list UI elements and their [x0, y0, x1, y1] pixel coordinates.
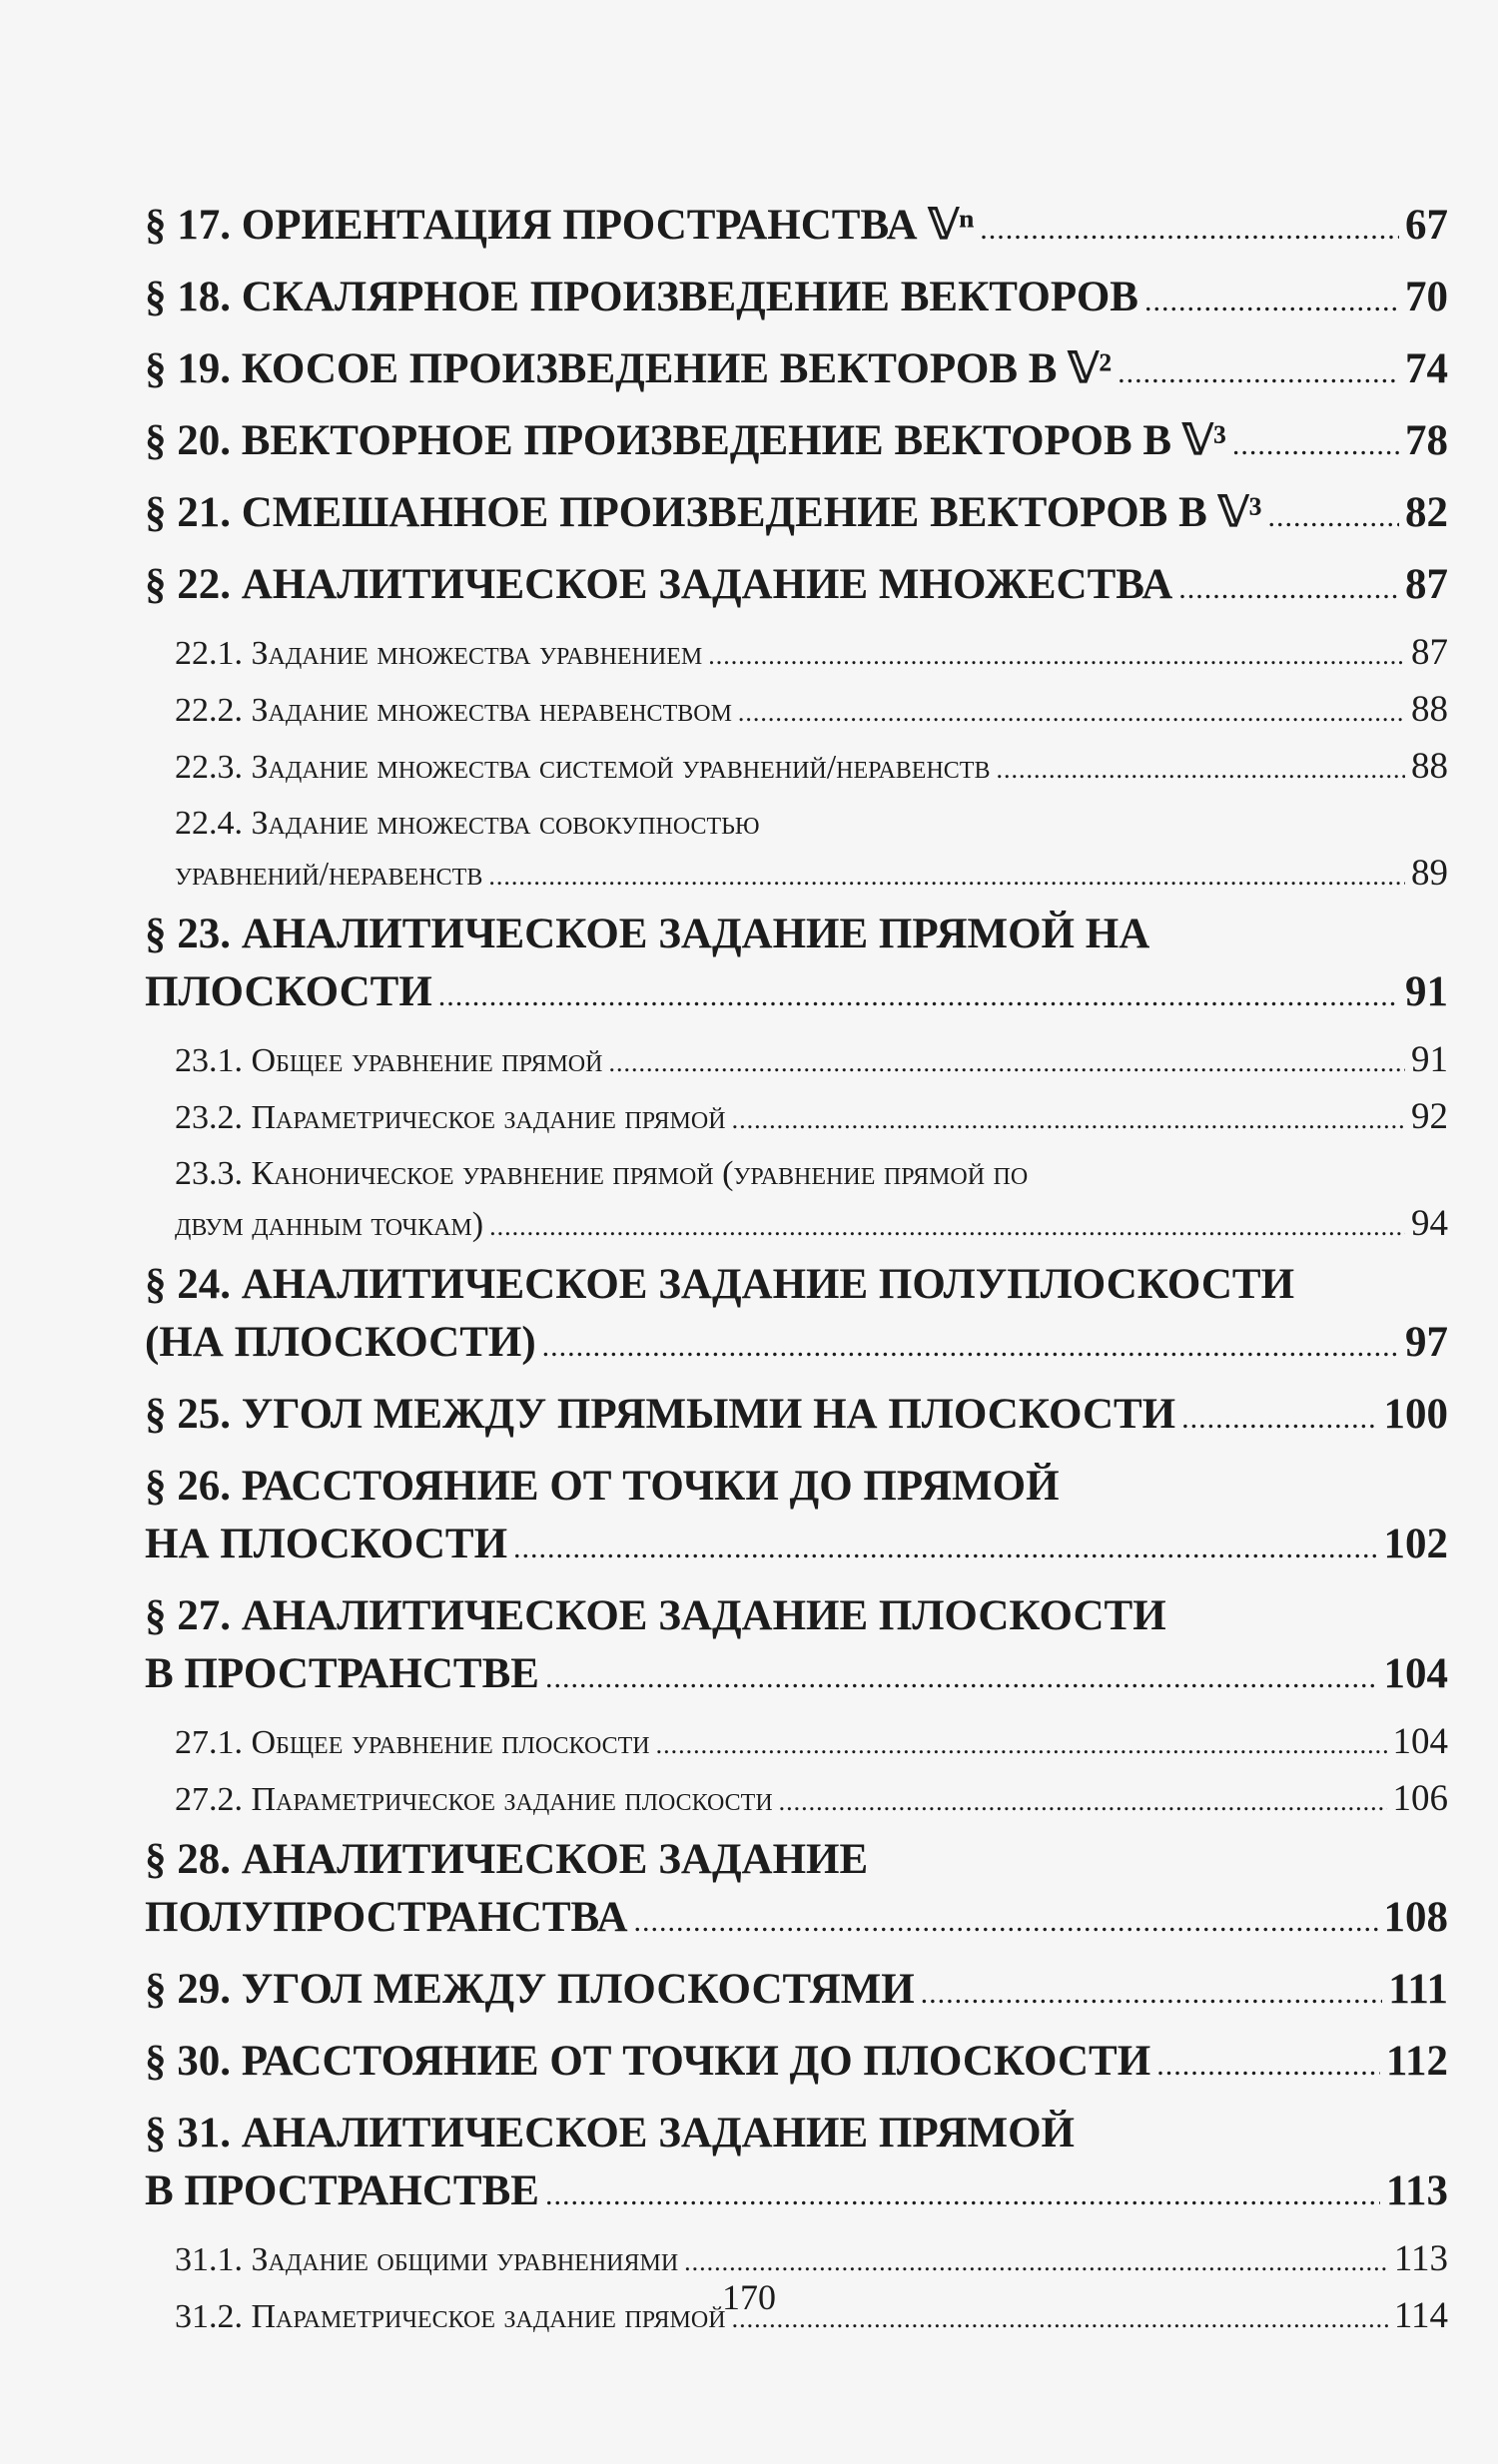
- toc-page-number: 70: [1405, 274, 1448, 320]
- toc-section-entry: [145, 1961, 1448, 2023]
- toc-entry-title: В ПРОСТРАНСТВЕ: [145, 1650, 539, 1697]
- toc-subsection-entry: [145, 742, 1448, 795]
- toc-page-number: 100: [1383, 1391, 1448, 1438]
- toc-subsection-entry: [145, 1149, 1448, 1252]
- toc-entry-title-line: § 23. АНАЛИТИЧЕСКОЕ ЗАДАНИЕ ПРЯМОЙ НА: [145, 911, 1150, 957]
- toc-subsection-entry: [145, 628, 1448, 681]
- toc-entry-title-line: 22.4. Задание множества совокупностью: [175, 805, 760, 842]
- dot-leader: [608, 1038, 1405, 1088]
- dot-leader: [738, 688, 1405, 738]
- toc-section-entry: [145, 1831, 1448, 1951]
- toc-entry-title-line: § 24. АНАЛИТИЧЕСКОЕ ЗАДАНИЕ ПОЛУПЛОСКОСТИ: [145, 1261, 1295, 1308]
- dot-leader: [488, 852, 1405, 902]
- toc-entry-title: ПЛОСКОСТИ: [145, 968, 432, 1015]
- toc-page-number: 104: [1383, 1650, 1448, 1697]
- toc-entry-title: § 20. ВЕКТОРНОЕ ПРОИЗВЕДЕНИЕ ВЕКТОРОВ В 𝕍³: [145, 417, 1226, 464]
- toc-entry-title: § 25. УГОЛ МЕЖДУ ПРЯМЫМИ НА ПЛОСКОСТИ: [145, 1391, 1176, 1438]
- toc-entry-title: уравнений/неравенств: [175, 856, 483, 893]
- toc-page-number: 88: [1411, 689, 1448, 730]
- toc-entry-title: ПОЛУПРОСТРАНСТВА: [145, 1894, 628, 1941]
- toc-entry-title: 23.2. Параметрическое задание прямой: [175, 1099, 726, 1136]
- toc-entry-title: 22.1. Задание множества уравнением: [175, 635, 703, 672]
- toc-section-entry: [145, 1386, 1448, 1448]
- toc-subsection-entry: [145, 1774, 1448, 1827]
- toc-subsection-entry: [145, 1717, 1448, 1770]
- dot-leader: [732, 1095, 1405, 1145]
- dot-leader: [656, 1720, 1387, 1770]
- toc-page-number: 91: [1405, 968, 1448, 1015]
- toc-entry-title: § 22. АНАЛИТИЧЕСКОЕ ЗАДАНИЕ МНОЖЕСТВА: [145, 561, 1173, 608]
- toc-entry-title: 22.3. Задание множества системой уравнений/неравенств: [175, 749, 991, 786]
- toc-section-entry: [145, 197, 1448, 259]
- toc-page-number: 87: [1405, 561, 1448, 608]
- page-number: 170: [722, 2277, 776, 2317]
- toc-page-number: 94: [1411, 1203, 1448, 1244]
- dot-leader: [708, 631, 1405, 681]
- toc-entry-title-line: § 27. АНАЛИТИЧЕСКОЕ ЗАДАНИЕ ПЛОСКОСТИ: [145, 1592, 1166, 1639]
- toc-entry-title: 22.2. Задание множества неравенством: [175, 692, 732, 729]
- table-of-contents: [145, 197, 1448, 2348]
- toc-entry-title-line: § 31. АНАЛИТИЧЕСКОЕ ЗАДАНИЕ ПРЯМОЙ: [145, 2110, 1076, 2156]
- toc-page-number: 111: [1388, 1966, 1448, 2013]
- toc-section-entry: [145, 1458, 1448, 1577]
- toc-page-number: 102: [1383, 1521, 1448, 1567]
- toc-subsection-entry: [145, 685, 1448, 738]
- toc-subsection-entry: [145, 799, 1448, 902]
- toc-page-number: 89: [1411, 853, 1448, 894]
- dot-leader: [545, 2166, 1380, 2224]
- toc-entry-title: 31.1. Задание общими уравнениями: [175, 2241, 679, 2278]
- toc-section-entry: [145, 1587, 1448, 1707]
- toc-section-entry: [145, 556, 1448, 618]
- dot-leader: [1144, 273, 1399, 330]
- dot-leader: [438, 967, 1399, 1025]
- toc-entry-title: 27.1. Общее уравнение плоскости: [175, 1724, 650, 1761]
- toc-page-number: 113: [1385, 2167, 1448, 2214]
- toc-page-number: 67: [1405, 202, 1448, 249]
- toc-page-number: 108: [1383, 1894, 1448, 1941]
- dot-leader: [996, 745, 1405, 795]
- dot-leader: [489, 1202, 1405, 1252]
- toc-entry-title-line: 23.3. Каноническое уравнение прямой (уравнение прямой по: [175, 1155, 1029, 1192]
- dot-leader: [545, 1649, 1378, 1707]
- dot-leader: [1178, 560, 1399, 618]
- toc-subsection-entry: [145, 1035, 1448, 1088]
- toc-subsection-entry: [145, 1092, 1448, 1145]
- toc-page-number: 104: [1392, 1721, 1448, 1762]
- dot-leader: [779, 1777, 1387, 1827]
- dot-leader: [542, 1318, 1399, 1376]
- toc-entry-title: 27.2. Параметрическое задание плоскости: [175, 1781, 773, 1818]
- dot-leader: [1156, 2037, 1380, 2095]
- toc-page-number: 113: [1393, 2238, 1448, 2279]
- toc-entry-title: НА ПЛОСКОСТИ: [145, 1521, 508, 1567]
- dot-leader: [1232, 416, 1399, 474]
- toc-entry-title: § 30. РАССТОЯНИЕ ОТ ТОЧКИ ДО ПЛОСКОСТИ: [145, 2038, 1151, 2085]
- dot-leader: [634, 1893, 1378, 1951]
- toc-page-number: 114: [1393, 2295, 1448, 2336]
- dot-leader: [513, 1520, 1377, 1577]
- toc-entry-title: двум данным точкам): [175, 1206, 484, 1243]
- toc-page-number: 106: [1392, 1778, 1448, 1819]
- dot-leader: [1118, 344, 1399, 402]
- toc-page-number: 112: [1385, 2038, 1448, 2085]
- toc-page-number: 87: [1411, 632, 1448, 673]
- toc-entry-title-line: § 26. РАССТОЯНИЕ ОТ ТОЧКИ ДО ПРЯМОЙ: [145, 1463, 1060, 1510]
- toc-entry-title: (НА ПЛОСКОСТИ): [145, 1319, 536, 1366]
- dot-leader: [1181, 1390, 1377, 1448]
- toc-section-entry: [145, 2033, 1448, 2095]
- dot-leader: [980, 201, 1399, 259]
- toc-page-number: 97: [1405, 1319, 1448, 1366]
- toc-page-number: 92: [1411, 1096, 1448, 1137]
- toc-entry-title: § 19. КОСОЕ ПРОИЗВЕДЕНИЕ ВЕКТОРОВ В 𝕍²: [145, 345, 1113, 392]
- toc-entry-title: 31.2. Параметрическое задание прямой: [175, 2298, 726, 2335]
- toc-section-entry: [145, 484, 1448, 546]
- toc-page-number: 88: [1411, 746, 1448, 787]
- toc-section-entry: [145, 2105, 1448, 2224]
- toc-entry-title: § 21. СМЕШАННОЕ ПРОИЗВЕДЕНИЕ ВЕКТОРОВ В 𝕍³: [145, 489, 1262, 536]
- toc-page-number: 91: [1411, 1039, 1448, 1080]
- toc-page-number: 78: [1405, 417, 1448, 464]
- toc-section-entry: [145, 269, 1448, 330]
- toc-entry-title: 23.1. Общее уравнение прямой: [175, 1042, 603, 1079]
- toc-entry-title: § 18. СКАЛЯРНОЕ ПРОИЗВЕДЕНИЕ ВЕКТОРОВ: [145, 274, 1138, 320]
- toc-entry-title: § 29. УГОЛ МЕЖДУ ПЛОСКОСТЯМИ: [145, 1966, 915, 2013]
- toc-section-entry: [145, 1256, 1448, 1376]
- toc-entry-title-line: § 28. АНАЛИТИЧЕСКОЕ ЗАДАНИЕ: [145, 1836, 869, 1883]
- toc-page-number: 74: [1405, 345, 1448, 392]
- toc-entry-title: В ПРОСТРАНСТВЕ: [145, 2167, 539, 2214]
- toc-page-number: 82: [1405, 489, 1448, 536]
- toc-section-entry: [145, 412, 1448, 474]
- toc-section-entry: [145, 340, 1448, 402]
- toc-section-entry: [145, 906, 1448, 1025]
- dot-leader: [1268, 488, 1399, 546]
- toc-entry-title: § 17. ОРИЕНТАЦИЯ ПРОСТРАНСТВА 𝕍ⁿ: [145, 202, 975, 249]
- dot-leader: [921, 1965, 1383, 2023]
